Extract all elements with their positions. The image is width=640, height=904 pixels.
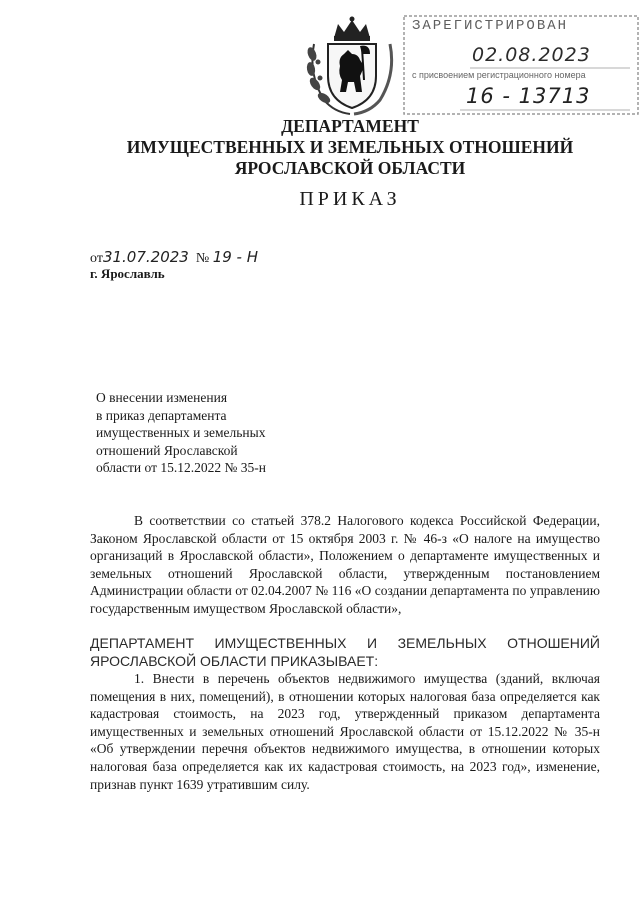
- order-date-number-line: [90, 248, 258, 267]
- registration-stamp: [400, 14, 640, 118]
- department-heading-line: ИМУЩЕСТВЕННЫХ И ЗЕМЕЛЬНЫХ ОТНОШЕНИЙ: [126, 137, 574, 157]
- stamp-registration-number: 16 - 13713: [466, 84, 591, 108]
- preamble-paragraph: [90, 512, 600, 618]
- subject-line: имущественных и земельных: [96, 425, 266, 441]
- order-city: г. Ярославль: [90, 266, 165, 281]
- stamp-registration-date: 02.08.2023: [472, 44, 591, 66]
- department-heading-line: ЯРОСЛАВСКОЙ ОБЛАСТИ: [234, 158, 466, 178]
- document-type-title: ПРИКАЗ: [299, 188, 401, 210]
- stamp-note: с присвоением регистрационного номера: [412, 70, 586, 80]
- order-from-label: от: [90, 251, 103, 266]
- yaroslavl-coat-of-arms-icon: [304, 14, 400, 118]
- subject-line: области от 15.12.2022 № 35-н: [96, 460, 266, 476]
- order-subject: [96, 389, 316, 477]
- subject-line: в приказ департамента: [96, 407, 227, 423]
- order-number: 19 - Н: [212, 248, 259, 266]
- subject-line: отношений Ярославской: [96, 442, 238, 458]
- department-heading-line: ДЕПАРТАМЕНТ: [281, 116, 419, 136]
- resolution-heading: ДЕПАРТАМЕНТ ИМУЩЕСТВЕННЫХ И ЗЕМЕЛЬНЫХ ОТНОШЕНИЙ ЯРОСЛАВСКОЙ ОБЛАСТИ ПРИКАЗЫВАЕТ:: [90, 635, 600, 669]
- order-item-1: [90, 670, 600, 793]
- order-date: 31.07.2023: [102, 248, 189, 266]
- stamp-title: ЗАРЕГИСТРИРОВАН: [412, 18, 569, 34]
- order-item-1-text: 1. Внести в перечень объектов недвижимого имущества (зданий, включая помещения в них, помещений), в отношении которых налоговая база определяется как кадастровая стоимость, на 2023 год, утвержденный приказом департамента имущественных и земельных отношений Ярославской области от 15.12.2022 № 35-н «Об утверждении перечня объектов недвижимого имущества, в отношении которых налоговая база определяется как их кадастровая стоимость, на 2023 год», изменение, признав пункт 1639 утратившим силу.: [90, 671, 600, 792]
- preamble-text: В соответствии со статьей 378.2 Налогового кодекса Российской Федерации, Законом Ярославской области от 15 октября 2003 г. № 46-з «О налоге на имущество организаций в Ярославской области», Положением о департаменте имущественных и земельных отношений Ярославской области, утвержденным постановлением Администрации области от 02.04.2007 № 116 «О создании департамента по управлению государственным имуществом Ярославской области»,: [90, 513, 600, 616]
- department-heading: [90, 116, 610, 179]
- subject-line: О внесении изменения: [96, 390, 228, 405]
- order-number-label: №: [195, 251, 210, 266]
